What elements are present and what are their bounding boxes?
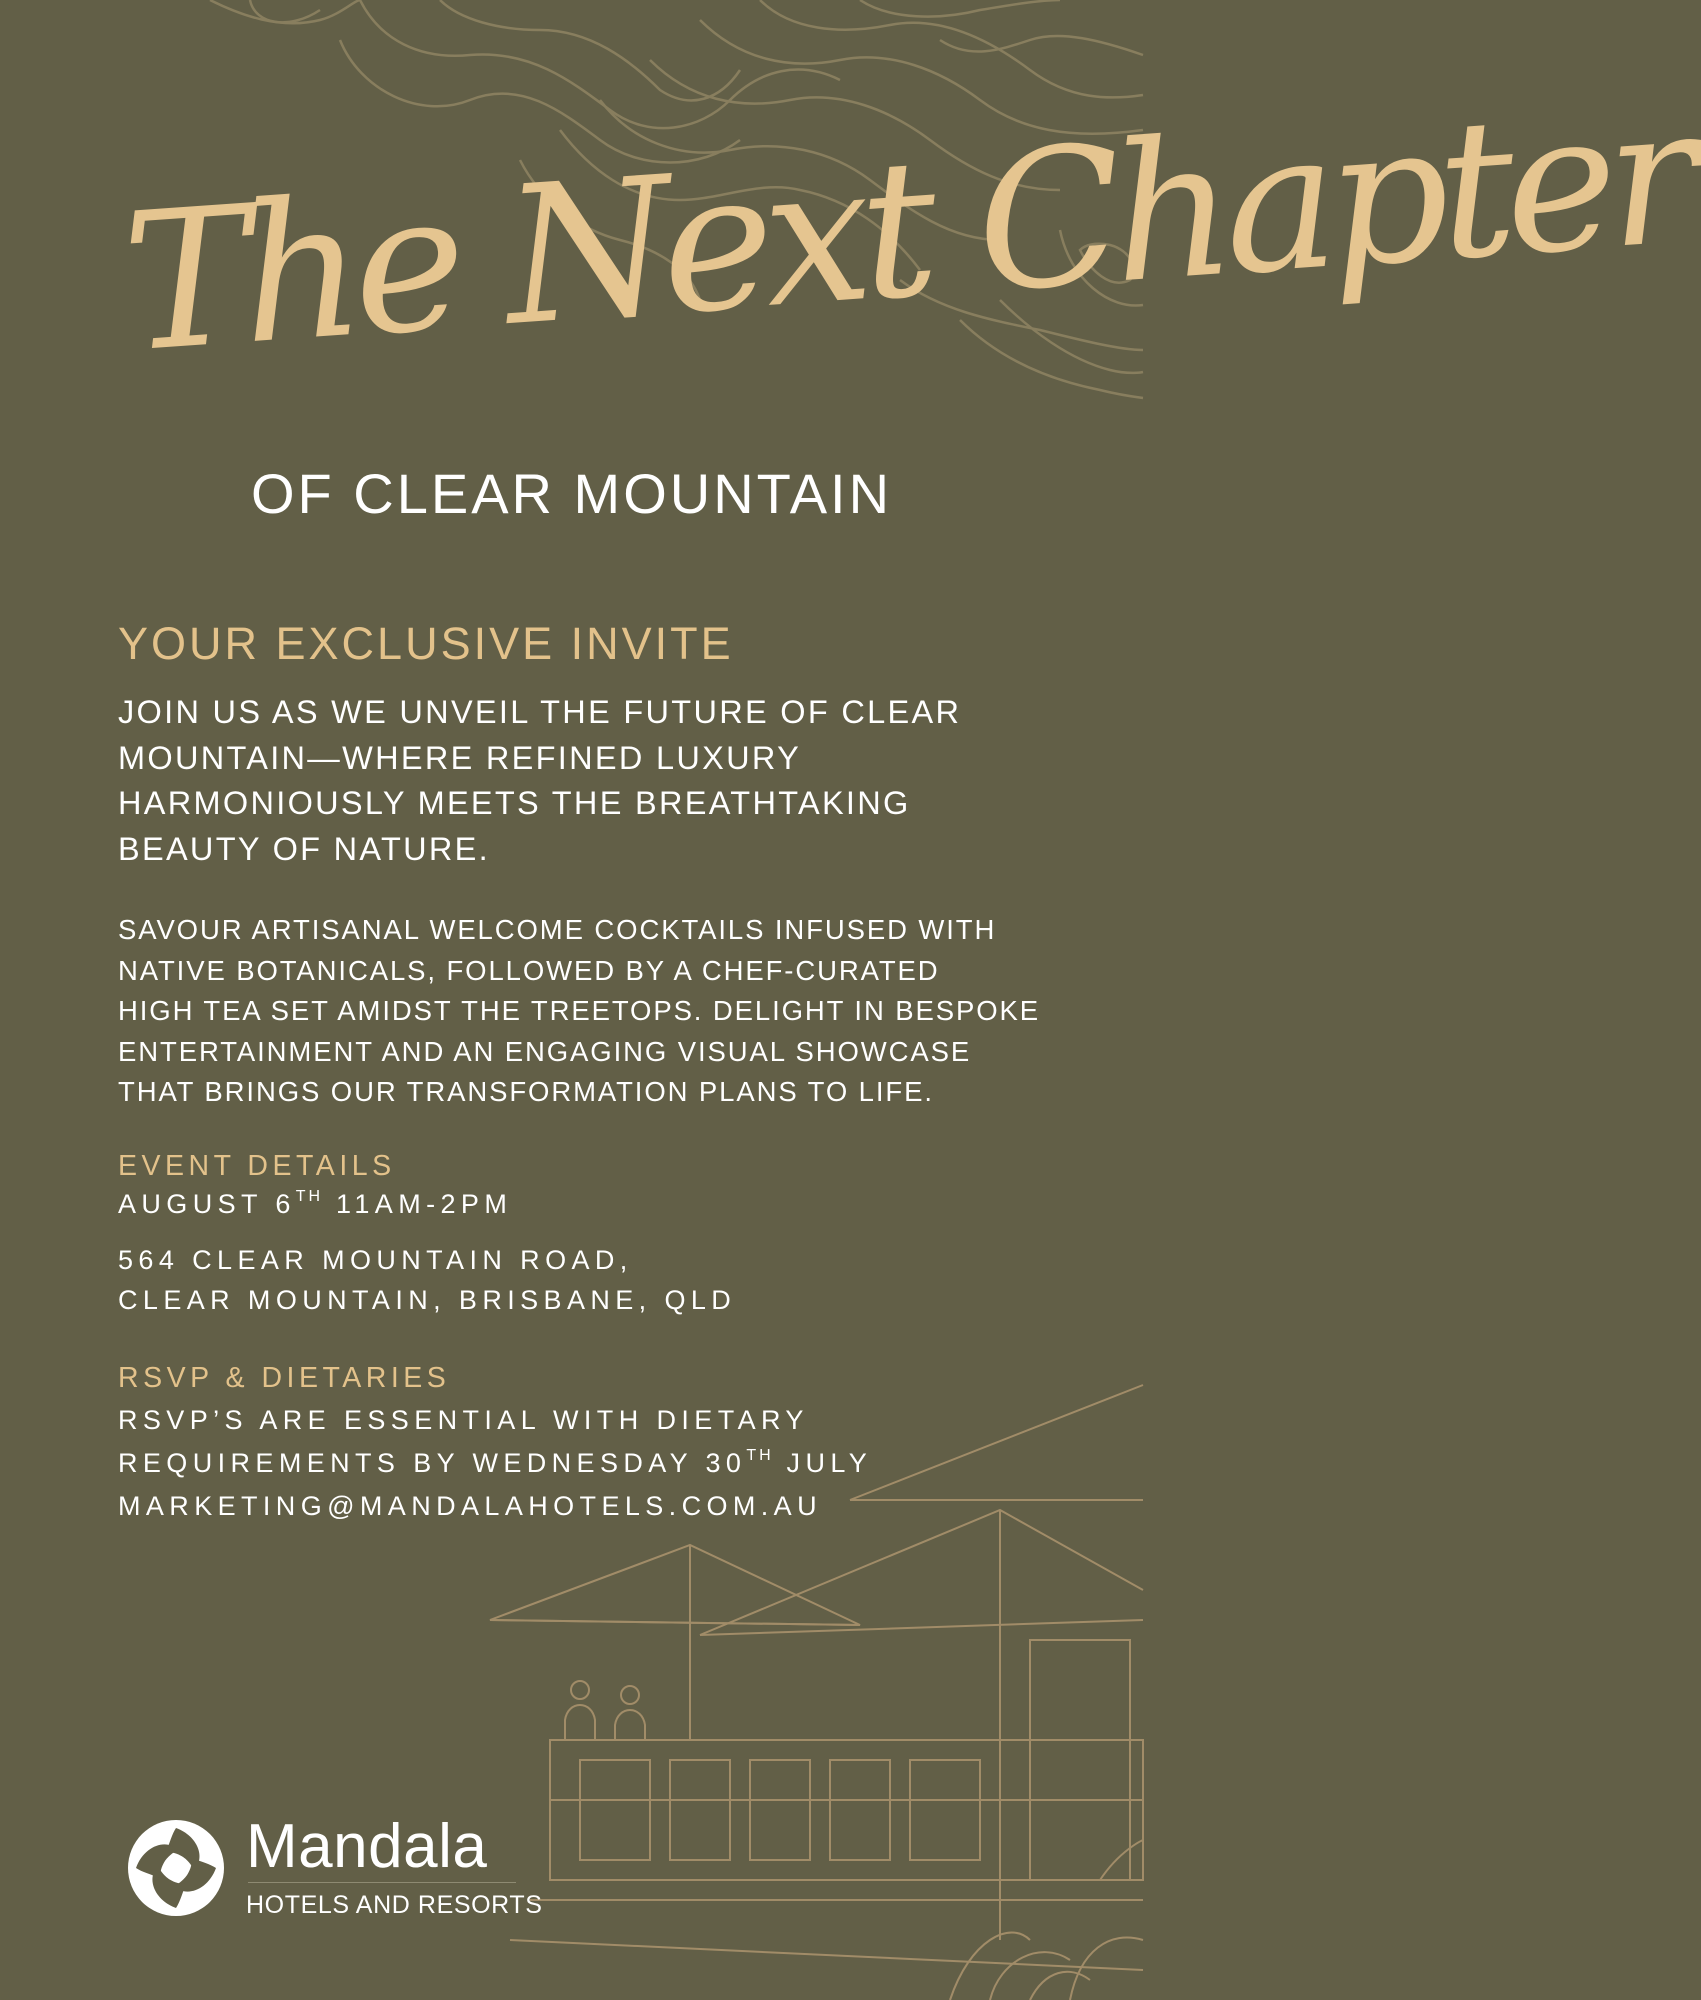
- rsvp-line1: RSVP’S ARE ESSENTIAL WITH DIETARY: [118, 1405, 809, 1435]
- body-line: ENTERTAINMENT AND AN ENGAGING VISUAL SHOWCASE: [118, 1035, 972, 1067]
- rsvp-deadline-month: JULY: [773, 1448, 873, 1478]
- event-address-line1: 564 CLEAR MOUNTAIN ROAD,: [118, 1245, 633, 1275]
- brand-name: Mandala: [246, 1812, 488, 1881]
- rsvp-heading: RSVP & DIETARIES: [118, 1362, 451, 1394]
- body-line: HIGH TEA SET AMIDST THE TREETOPS. DELIGHT IN BESPOKE: [118, 995, 1041, 1026]
- event-time: 11AM-2PM: [323, 1189, 513, 1219]
- body-line: SAVOUR ARTISANAL WELCOME COCKTAILS INFUSED WITH: [118, 914, 997, 945]
- lead-line: MOUNTAIN—WHERE REFINED LUXURY: [118, 739, 802, 776]
- invite-heading: YOUR EXCLUSIVE INVITE: [118, 618, 734, 669]
- event-address-line2: CLEAR MOUNTAIN, BRISBANE, QLD: [118, 1285, 737, 1315]
- mandala-logo-icon: [126, 1818, 226, 1918]
- event-date: AUGUST 6: [118, 1189, 296, 1219]
- invite-body-paragraph: [118, 910, 1041, 1113]
- subtitle: OF CLEAR MOUNTAIN: [250, 462, 893, 525]
- body-line: THAT BRINGS OUR TRANSFORMATION PLANS TO LIFE.: [118, 1076, 934, 1107]
- rsvp-line2: [118, 1443, 872, 1483]
- script-title: The Next Chapter: [116, 64, 1696, 395]
- brand-tagline: HOTELS AND RESORTS: [246, 1891, 543, 1919]
- lead-line: JOIN US AS WE UNVEIL THE FUTURE OF CLEAR: [118, 694, 962, 730]
- event-details-heading: EVENT DETAILS: [118, 1150, 396, 1182]
- brand-divider: [248, 1882, 516, 1883]
- lead-line: HARMONIOUSLY MEETS THE BREATHTAKING: [118, 785, 911, 821]
- event-date-time: [118, 1184, 512, 1224]
- rsvp-deadline-suffix: TH: [746, 1447, 774, 1464]
- rsvp-deadline: REQUIREMENTS BY WEDNESDAY 30: [118, 1448, 747, 1478]
- rsvp-email-link[interactable]: MARKETING@MANDALAHOTELS.COM.AU: [118, 1491, 822, 1521]
- invite-lead-paragraph: [118, 690, 1018, 872]
- body-line: NATIVE BOTANICALS, FOLLOWED BY A CHEF-CURATED: [118, 954, 940, 986]
- event-date-suffix: TH: [295, 1188, 324, 1205]
- lead-line: BEAUTY OF NATURE.: [118, 830, 490, 867]
